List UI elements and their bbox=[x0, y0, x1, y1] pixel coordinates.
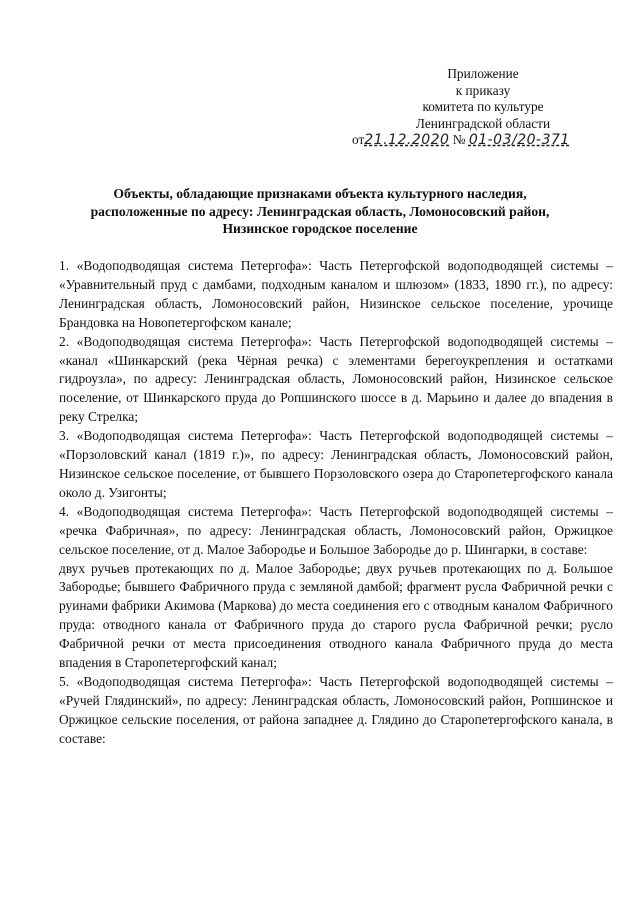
paragraph-item-2: 2. «Водоподводящая система Петергофа»: Часть Петергофской водоподводящей системы – «канал «Шинкарский (река Чёрная речка) с элементами берегоукрепления и остатками гидроузла», по адресу: Ленинградская область, Ломоносовский район, Низинское сельское поселение, от Шинкарского пруда до Ропшинского шоссе в д. Марьино и далее до впадения в реку Стрелка; bbox=[59, 333, 613, 425]
title-line-3: Низинское городское поселение bbox=[222, 221, 418, 236]
paragraph-item-4: 4. «Водоподводящая система Петергофа»: Часть Петергофской водоподводящей системы – «речка Фабричная», по адресу: Ленинградская область, Ломоносовский район, Оржицкое сельское поселение, от д. Малое Забородье и Большое Забородье до р. Шингарки, в составе: bbox=[59, 503, 613, 557]
appendix-title: Приложение bbox=[447, 66, 519, 81]
handwritten-date: 21.12.2020 bbox=[364, 132, 450, 148]
title-line-2: расположенные по адресу: Ленинградская область, Ломоносовский район, bbox=[90, 203, 550, 219]
title-line-1: Объекты, обладающие признаками объекта культурного наследия, bbox=[113, 186, 527, 201]
appendix-region: Ленинградской области bbox=[415, 115, 551, 131]
from-label: от bbox=[352, 132, 365, 147]
number-label: № bbox=[452, 132, 466, 147]
order-date-number-line bbox=[352, 132, 618, 149]
appendix-committee: комитета по культуре bbox=[422, 99, 544, 114]
appendix-header bbox=[348, 66, 618, 149]
document-title bbox=[60, 185, 580, 238]
paragraph-item-1: 1. «Водоподводящая система Петергофа»: Часть Петергофской водоподводящей системы – «Уравнительный пруд с дамбами, подходным каналом и шлюзом» (1833, 1890 гг.), по адресу: Ленинградская область, Ломоносовский район, Низинское сельское поселение, урочище Брандовка на Новопетергофском канале; bbox=[59, 258, 613, 330]
paragraph-item-3: 3. «Водоподводящая система Петергофа»: Часть Петергофской водоподводящей системы – «Порзоловский канал (1819 г.)», по адресу: Ленинградская область, Ломоносовский район, Низинское сельское поселение, от бывшего Порзоловского озера до Старопетергофского канала около д. Узигонты; bbox=[59, 428, 613, 500]
document-body bbox=[59, 257, 613, 749]
paragraph-item-4-composition: двух ручьев протекающих по д. Малое Забородье; двух ручьев протекающих по д. Большое Забородье; бывшего Фабричного пруда с земляной дамбой; фрагмент русла Фабричной речки с руинами фабрики Акимова (Маркова) до места соединения его с отводным каналом Фабричного пруда: отводного канала от Фабричного пруда до старого русла Фабричной речки; русло Фабричной речки от места присоединения отводного канала Фабричного пруда до места впадения в Старопетергофский канал; bbox=[59, 560, 613, 671]
handwritten-order-number: 01-03/20-371 bbox=[468, 132, 570, 148]
paragraph-item-5: 5. «Водоподводящая система Петергофа»: Часть Петергофской водоподводящей системы – «Ручей Глядинский», по адресу: Ленинградская область, Ломоносовский район, Ропшинское и Оржицкое сельские поселения, от района западнее д. Глядино до Старопетергофского канала, в составе: bbox=[59, 673, 613, 746]
appendix-order-ref: к приказу bbox=[455, 82, 511, 98]
